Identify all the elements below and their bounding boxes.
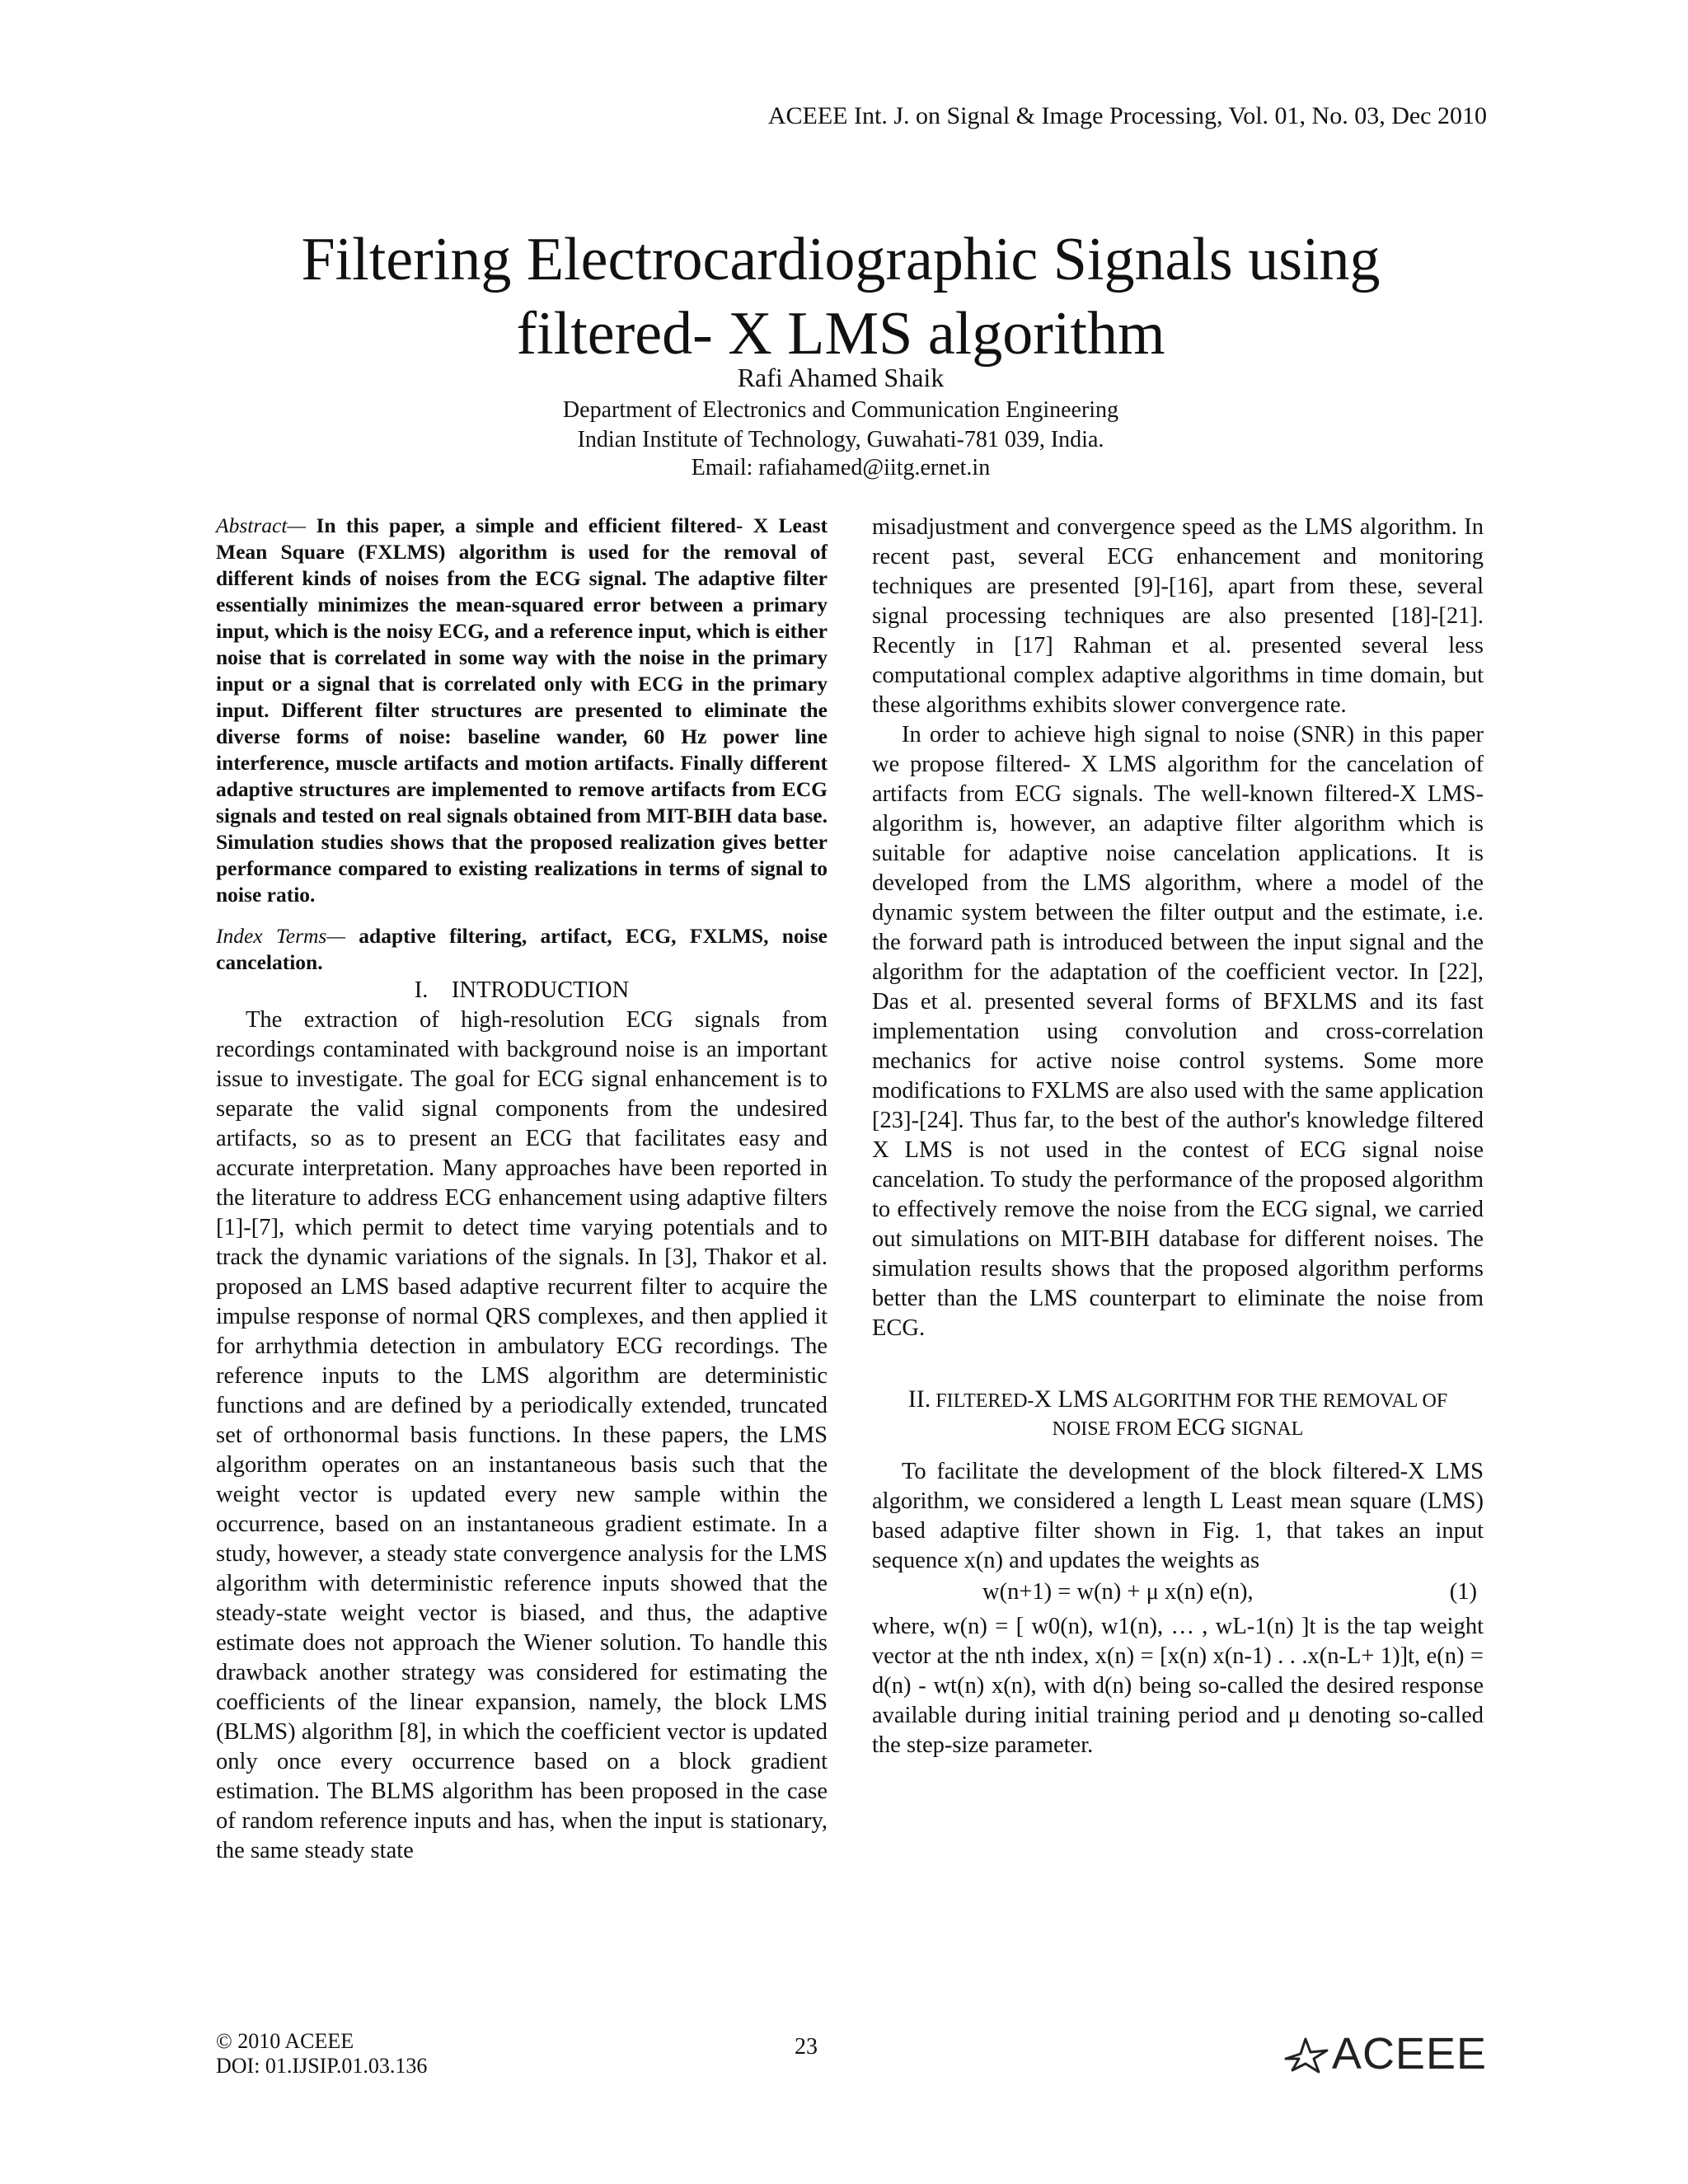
abstract-label: Abstract—: [216, 513, 307, 537]
equation-body: w(n+1) = w(n) + μ x(n) e(n),: [982, 1579, 1254, 1605]
heading-fragment: ECG: [1176, 1413, 1226, 1441]
paper-title: [214, 223, 1467, 371]
doi-text: DOI: 01.IJSIP.01.03.136: [216, 2054, 428, 2078]
heading-fragment: SIGNAL: [1226, 1418, 1304, 1440]
equation-number: (1): [1449, 1579, 1477, 1605]
intro-paragraph-2: In order to achieve high signal to noise (SNR) in this paper we propose filtered- X LMS algorithm for the cancelation of artifacts from ECG signals. The well-known filtered-X LMS-algorithm is, however, an adaptive filter algorithm which is suitable for adaptive noise cancelation applications. It is developed from the LMS algorithm, where a model of the dynamic system between the filter output and the estimate, i.e. the forward path is introduced between the input signal and the algorithm for the adaptation of the coefficient vector. In [22], Das et al. presented several forms of BFXLMS and its fast implementation using convolution and cross-correlation mechanics for active noise control systems. Some more modifications to FXLMS are also used with the same application [23]-[24]. Thus far, to the best of the author's knowledge filtered X LMS is not used in the contest of ECG signal noise cancelation. To study the performance of the proposed algorithm to effectively remove the noise from the ECG signal, we carried out simulations on MIT-BIH database for different noises. The simulation results shows that the proposed algorithm performs better than the LMS counterpart to eliminate the noise from ECG.: [872, 722, 1484, 1341]
abstract: [216, 513, 828, 908]
abstract-text: In this paper, a simple and efficient filtered- X Least Mean Square (FXLMS) algorithm is used for the removal of different kinds of noises from the ECG signal. The adaptive filter essentially minimizes the mean-squared error between a primary input, which is the noisy ECG, and a reference input, which is either noise that is correlated in some way with the noise in the primary input or a signal that is correlated only with ECG in the primary input. Different filter structures are presented to eliminate the diverse forms of noise: baseline wander, 60 Hz power line interference, muscle artifacts and motion artifacts. Finally different adaptive structures are implemented to remove artifacts from ECG signals and tested on real signals obtained from MIT-BIH data base. Simulation studies shows that the proposed realization gives better performance compared to existing realizations in terms of signal to noise ratio.: [216, 513, 828, 907]
author-department: Department of Electronics and Communication Engineering: [562, 397, 1119, 423]
heading-fragment: ALGORITHM FOR THE REMOVAL OF: [1109, 1390, 1448, 1412]
heading-fragment: X LMS: [1034, 1385, 1109, 1413]
equation-1: [872, 1577, 1484, 1607]
intro-paragraph-1-continued: misadjustment and convergence speed as the LMS algorithm. In recent past, several ECG enhancement and monitoring techniques are presented [9]-[16], apart from these, several signal processing techniques are also presented [18]-[21]. Recently in [17] Rahman et al. presented several less computational complex adaptive algorithms in time domain, but these algorithms exhibits slower convergence rate.: [872, 514, 1484, 718]
running-header: ACEEE Int. J. on Signal & Image Processing, Vol. 01, No. 03, Dec 2010: [767, 102, 1487, 129]
section-2-paragraph-2: where, w(n) = [ w0(n), w1(n), … , wL-1(n) ]t is the tap weight vector at the nth index, x(n) = [x(n) x(n-1) . . .x(n-L+ 1)]t, e(n) = d(n) - wt(n) x(n), with d(n) being so-called the desired response available during initial training period and μ denoting so-called the step-size parameter.: [872, 1614, 1484, 1758]
copyright-text: © 2010 ACEEE: [216, 2029, 354, 2053]
section-2-numeral: II.: [907, 1385, 931, 1413]
logo-wordmark: ACEEE: [1331, 2029, 1487, 2079]
star-logo-icon: [1281, 2034, 1332, 2074]
intro-paragraph-1: The extraction of high-resolution ECG signals from recordings contaminated with background noise is an important issue to investigate. The goal for ECG signal enhancement is to separate the valid signal components from the undesired artifacts, so as to present an ECG that facilitates easy and accurate interpretation. Many approaches have been reported in the literature to address ECG enhancement using adaptive filters [1]-[7], which permit to detect time varying potentials and to track the dynamic variations of the signals. In [3], Thakor et al. proposed an LMS based adaptive recurrent filter to acquire the impulse response of normal QRS complexes, and then applied it for arrhythmia detection in ambulatory ECG recordings. The reference inputs to the LMS algorithm are deterministic functions and are defined by a periodically extended, truncated set of orthonormal basis functions. In these papers, the LMS algorithm operates on an instantaneous basis such that the weight vector is updated every new sample within the occurrence, based on an instantaneous gradient estimate. In a study, however, a steady state convergence analysis for the LMS algorithm with deterministic reference inputs showed that the steady-state weight vector is biased, and thus, the adaptive estimate does not approach the Wiener solution. To handle this drawback another strategy was considered for estimating the coefficients of the linear expansion, namely, the block LMS (BLMS) algorithm [8], in which the coefficient vector is updated only once every occurrence based on a block gradient estimation. The BLMS algorithm has been proposed in the case of random reference inputs and has, when the input is stationary, the same steady state: [216, 1007, 828, 1863]
index-terms: [216, 923, 828, 976]
right-column: [872, 513, 1484, 1760]
index-terms-text: adaptive filtering, artifact, ECG, FXLMS, noise cancelation.: [216, 924, 828, 974]
footer-copyright: [216, 2029, 427, 2079]
section-2-paragraph-1: To facilitate the development of the block filtered-X LMS algorithm, we considered a length L Least mean square (LMS) based adaptive filter shown in Fig. 1, that takes an input sequence x(n) and updates the weights as: [872, 1459, 1484, 1573]
left-column: [216, 513, 828, 1866]
index-terms-label: Index Terms—: [216, 924, 346, 948]
author-email: Email: rafiahamed@iitg.ernet.in: [691, 455, 991, 480]
section-1-heading: I. INTRODUCTION: [414, 977, 630, 1003]
author-institute: Indian Institute of Technology, Guwahati-781 039, India.: [577, 427, 1104, 452]
section-2-heading: [872, 1386, 1484, 1442]
heading-fragment: FILTERED-: [935, 1390, 1034, 1412]
page-number: 23: [795, 2034, 818, 2060]
title-line-1: Filtering Electrocardiographic Signals using: [301, 226, 1381, 293]
title-line-2: filtered- X LMS algorithm: [516, 300, 1165, 368]
aceee-logo: [1281, 2027, 1487, 2080]
heading-fragment: NOISE FROM: [1052, 1418, 1177, 1440]
author-name: Rafi Ahamed Shaik: [737, 363, 945, 392]
